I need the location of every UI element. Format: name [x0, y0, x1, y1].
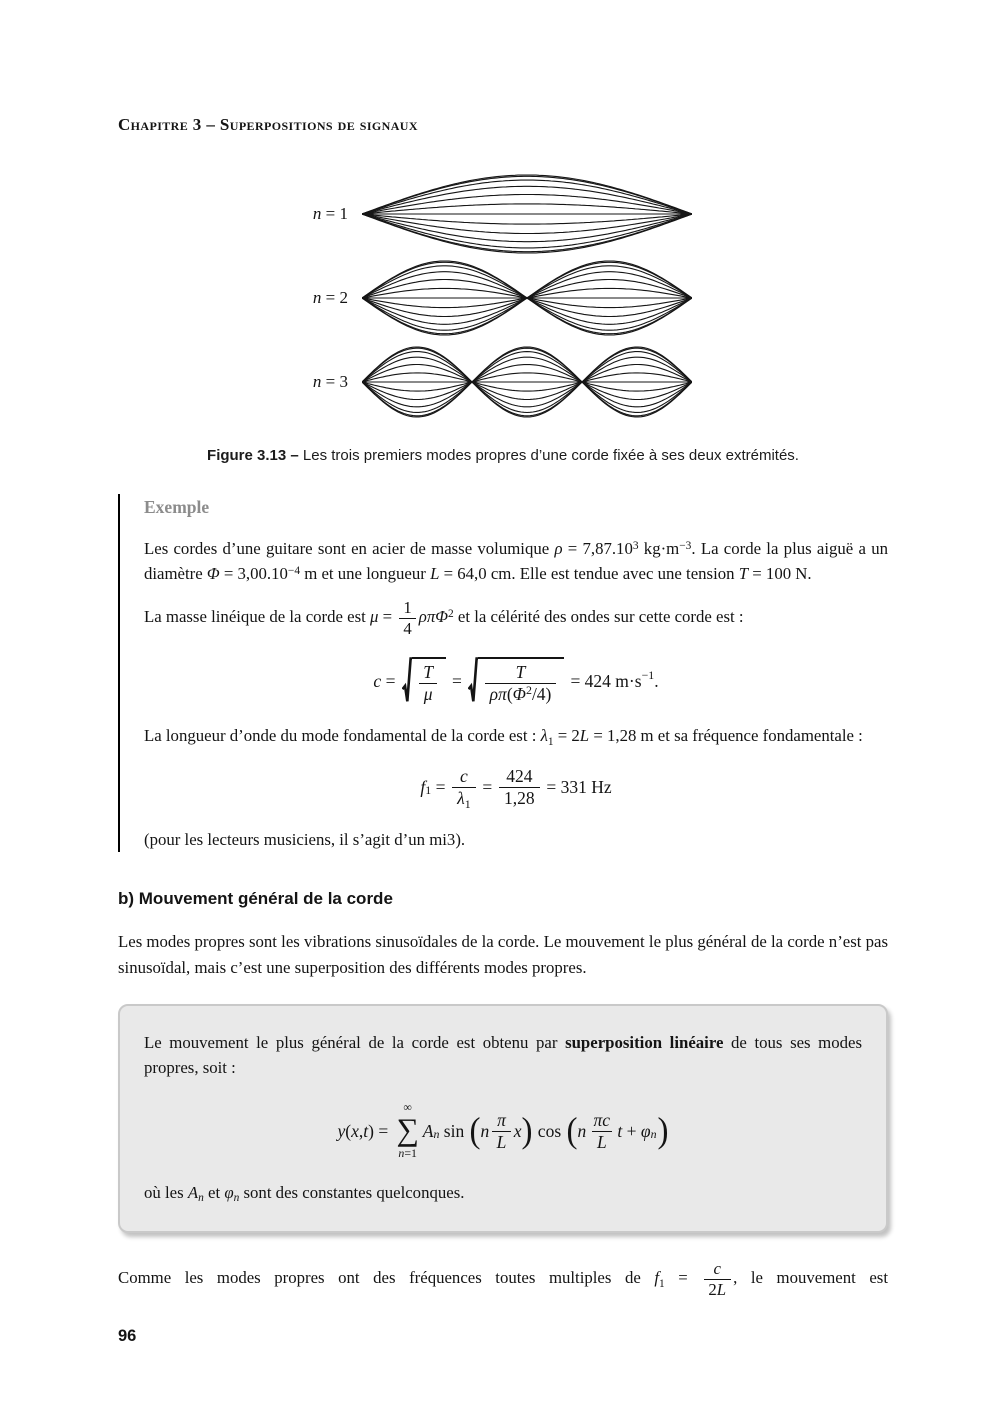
text-run: n: [312, 203, 322, 223]
box-text-1: [144, 1030, 862, 1080]
text-run: T: [515, 662, 526, 682]
text-run: = 2: [553, 726, 580, 746]
text-run: Φ: [206, 564, 220, 584]
text-run: de tous ses modes propres, soit :: [144, 1032, 862, 1077]
text-run: A: [422, 1120, 434, 1141]
text-run: t: [363, 1120, 369, 1141]
text-run: 2: [448, 608, 454, 621]
sum-lower-limit: [398, 1148, 417, 1160]
text-run: =1: [404, 1146, 417, 1161]
denominator: [452, 787, 475, 809]
text-run: μ: [370, 607, 379, 627]
text-run: t: [617, 1120, 623, 1141]
text-run: =: [478, 777, 497, 798]
text-run: =: [447, 671, 467, 692]
text-run: πc: [593, 1109, 611, 1130]
numerator: [511, 662, 531, 683]
text-run: où les: [144, 1182, 188, 1202]
box-text-2: [144, 1180, 862, 1205]
text-run: ) =: [368, 1120, 393, 1141]
text-run: Figure 3.13 –: [207, 446, 303, 464]
text-run: Comme les modes propres ont des fréquences toutes multiples de: [118, 1268, 655, 1288]
text-run: = 331 Hz: [541, 777, 612, 798]
text-run: ρ: [554, 539, 563, 558]
radical-sign-icon: [468, 657, 478, 705]
text-run: μ: [423, 683, 433, 704]
text-run: 2: [525, 682, 532, 697]
fraction: [589, 1110, 615, 1152]
text-run: , le mouvement est: [733, 1268, 888, 1288]
text-run: = 7,87.10: [562, 539, 633, 558]
summation: [396, 1102, 418, 1160]
numerator: [589, 1110, 615, 1131]
text-run: L: [579, 726, 590, 746]
text-run: ρπΦ: [418, 607, 449, 627]
text-run: = 3: [321, 371, 348, 391]
text-run: Les cordes d’une guitare sont en acier de masse volumique: [144, 539, 555, 558]
square-root: [468, 657, 564, 705]
text-run: Les modes propres sont les vibrations sinusoïdales de la corde. Le mouvement le plus général de la corde n’est pas sinusoïdal, mais c’est une superposition des différents modes propres.: [118, 932, 888, 977]
text-run: m et une longueur: [300, 564, 431, 584]
text-run: −1: [641, 667, 655, 682]
section-paragraph-2: [118, 1259, 888, 1300]
text-run: (: [565, 1110, 577, 1151]
text-run: Φ: [512, 683, 526, 704]
text-run: +: [622, 1120, 641, 1141]
text-run: (: [506, 683, 513, 704]
text-run: 1: [659, 1277, 665, 1290]
text-run: L: [716, 1279, 727, 1299]
text-run: L: [430, 564, 440, 584]
text-run: (: [345, 1120, 352, 1141]
denominator: [485, 683, 557, 705]
equation-fundamental-frequency: [144, 766, 888, 811]
text-run: 1: [403, 598, 412, 618]
text-run: −3: [679, 539, 692, 552]
fraction: [499, 766, 539, 808]
equation-celerity: [144, 657, 888, 705]
text-run: n: [480, 1120, 490, 1141]
text-run: n: [650, 1126, 657, 1141]
denominator: [399, 618, 417, 639]
example-paragraph-4: [144, 827, 888, 852]
numerator: [709, 1259, 726, 1279]
fraction: [399, 598, 417, 639]
text-run: sin: [439, 1120, 469, 1141]
figure-caption: [183, 444, 823, 467]
fraction: [452, 766, 475, 811]
text-run: c: [460, 766, 468, 787]
section-paragraph-1: [118, 929, 888, 979]
fraction: [492, 1110, 512, 1152]
text-run: ρπ: [489, 683, 507, 704]
text-run: La longueur d’onde du mode fondamental de la corde est :: [144, 726, 541, 746]
numerator: [399, 598, 417, 618]
numerator: [492, 1110, 511, 1131]
mode-label-n2: [296, 285, 348, 311]
text-run: 2: [708, 1279, 717, 1299]
text-run: =: [431, 777, 450, 798]
text-run: . La corde la plus aiguë a un diamètre: [144, 539, 888, 584]
denominator: [704, 1279, 731, 1300]
text-run: 1: [425, 783, 432, 798]
text-run: n: [233, 1192, 240, 1205]
text-run: =: [378, 607, 397, 627]
mode-label-n3: [296, 369, 348, 395]
numerator: [455, 766, 473, 787]
text-run: T: [738, 564, 749, 584]
text-run: n: [398, 1146, 405, 1161]
text-run: A: [187, 1182, 199, 1202]
chapter-header: Chapitre 3 – Superpositions de signaux: [118, 115, 418, 134]
denominator: [419, 683, 438, 705]
page-number: 96: [118, 1327, 137, 1345]
text-run: La masse linéique de la corde est: [144, 607, 370, 627]
sum-upper-limit: ∞: [403, 1100, 412, 1115]
denominator: [499, 787, 539, 809]
text-run: = 1,28 m et sa fréquence fondamentale :: [589, 726, 863, 746]
text-run: 1: [464, 796, 471, 811]
text-run: −4: [287, 564, 301, 577]
text-run: λ: [457, 788, 465, 809]
text-run: x: [351, 1120, 359, 1141]
subsection-heading: b) Mouvement général de la corde: [118, 888, 393, 908]
fraction: [485, 662, 557, 704]
text-run: = 3,00.10: [219, 564, 288, 584]
text-run: et la célérité des ondes sur cette corde est :: [453, 607, 744, 627]
text-run: (: [469, 1110, 481, 1151]
text-run: φ: [224, 1182, 234, 1202]
mode-curves-n1: [362, 172, 692, 256]
example-paragraph-2: [144, 598, 888, 639]
text-run: = 424 m·s: [566, 671, 642, 692]
mode-row-n1: [296, 172, 888, 256]
text-run: = 2: [321, 287, 348, 307]
mode-curves-n2: [362, 256, 692, 340]
text-run: x: [513, 1120, 522, 1141]
fraction: [418, 662, 438, 704]
radical-sign-icon: [402, 657, 412, 705]
mode-row-n2: [296, 256, 888, 340]
standing-wave-modes-figure: [296, 172, 888, 424]
text-run: λ: [540, 726, 548, 746]
text-run: L: [596, 1131, 607, 1152]
text-run: /4): [531, 683, 552, 704]
text-run: kg·m: [638, 539, 680, 558]
example-paragraph-3: [144, 723, 888, 748]
text-run: ,: [358, 1120, 364, 1141]
numerator: [418, 662, 438, 683]
denominator: [492, 1131, 512, 1153]
text-run: superposition linéaire: [565, 1032, 724, 1052]
example-paragraph-1: [144, 536, 888, 586]
text-run: f: [654, 1268, 660, 1288]
text-run: = 100 N.: [748, 564, 812, 584]
radicand: [412, 657, 445, 705]
text-run: φ: [640, 1120, 651, 1141]
text-run: cos: [533, 1120, 566, 1141]
text-run: 1,28: [504, 788, 535, 809]
text-run: π: [497, 1109, 506, 1130]
text-run: .: [654, 671, 659, 692]
text-run: 1: [547, 735, 554, 748]
mode-label-n1: [296, 201, 348, 227]
text-run: 4: [403, 619, 412, 639]
text-run: n: [577, 1120, 587, 1141]
text-run: 424: [506, 766, 533, 787]
mode-curves-n3: [362, 340, 692, 424]
text-run: et: [203, 1182, 225, 1202]
example-block: [118, 494, 888, 852]
text-run: =: [381, 671, 400, 692]
text-run: = 64,0 cm. Elle est tendue avec une tension: [439, 564, 739, 584]
text-run: (pour les lecteurs musiciens, il s’agit d’un mi3).: [144, 829, 466, 849]
text-run: 3: [632, 539, 639, 552]
text-run: T: [423, 662, 433, 682]
text-run: y: [337, 1120, 346, 1141]
radicand: [478, 657, 563, 705]
text-run: = 1: [321, 203, 348, 223]
text-run: ): [521, 1110, 533, 1151]
text-run: sont des constantes quelconques.: [239, 1182, 465, 1202]
text-run: n: [312, 371, 322, 391]
denominator: [592, 1131, 612, 1153]
square-root: [402, 657, 446, 705]
text-run: f: [420, 777, 426, 798]
text-run: Les trois premiers modes propres d’une corde fixée à ses deux extrémités.: [302, 446, 799, 464]
text-run: L: [496, 1131, 507, 1152]
text-run: n: [433, 1126, 440, 1141]
highlight-box: [118, 1004, 888, 1233]
example-title: Exemple: [144, 496, 210, 517]
text-run: Le mouvement le plus général de la corde est obtenu par: [144, 1032, 566, 1052]
text-run: n: [312, 287, 322, 307]
text-run: ): [657, 1110, 669, 1151]
equation-general-motion: [144, 1102, 862, 1160]
text-run: n: [198, 1192, 204, 1205]
fraction: [704, 1259, 731, 1300]
numerator: [501, 766, 537, 787]
text-run: c: [373, 671, 382, 692]
mode-row-n3: [296, 340, 888, 424]
text-run: c: [713, 1259, 721, 1279]
page-content: [118, 0, 888, 1300]
text-run: =: [664, 1268, 702, 1288]
sigma-icon: ∑: [396, 1112, 419, 1148]
